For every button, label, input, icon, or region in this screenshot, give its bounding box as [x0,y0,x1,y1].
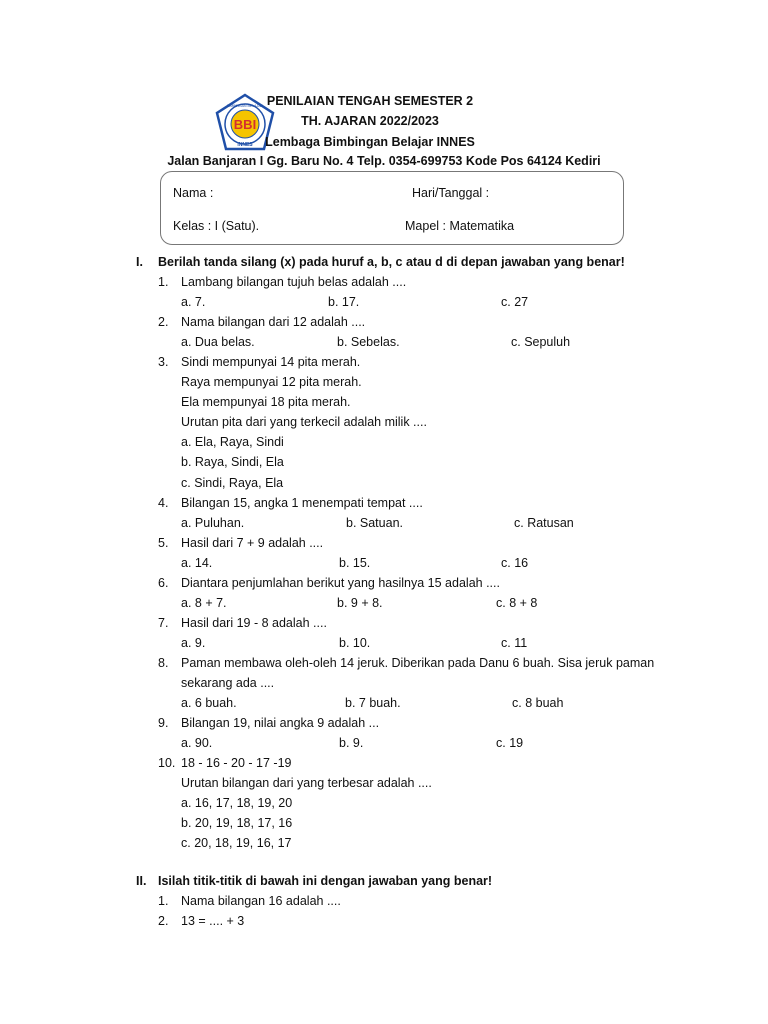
academic-year: TH. AJARAN 2022/2023 [301,114,439,128]
answer-option: c. 16 [501,555,529,570]
question-number: 1. [158,275,169,289]
answer-option: a. 16, 17, 18, 19, 20 [181,796,293,811]
logo-ring-top: BIMBINGAN BELAJAR [226,104,264,108]
question-text: Lambang bilangan tujuh belas adalah .... [181,275,407,289]
answer-option: c. Ratusan [514,515,574,530]
institution-address: Jalan Banjaran I Gg. Baru No. 4 Telp. 0354-699753 Kode Pos 64124 Kediri [167,154,601,168]
question-text: Raya mempunyai 12 pita merah. [181,375,362,390]
mapel-field: Mapel : Matematika [405,219,515,233]
answer-option: b. 20, 19, 18, 17, 16 [181,816,293,831]
answer-option: a. 14. [181,555,213,570]
question-text: Bilangan 15, angka 1 menempati tempat .... [181,495,423,510]
section-1-number: I. [136,255,143,269]
question-text: Sindi mempunyai 14 pita merah. [181,355,361,370]
question-text: Nama bilangan 16 adalah .... [181,894,341,908]
question-text: Ela mempunyai 18 pita merah. [181,395,351,410]
question-number: 2. [158,914,169,929]
answer-option: c. 27 [501,295,529,310]
logo-text: BBI [233,117,257,132]
section-2-instruction: Isilah titik-titik di bawah ini dengan jawaban yang benar! [158,874,493,888]
institution-name: Lembaga Bimbingan Belajar INNES [265,135,475,149]
answer-option: a. 8 + 7. [181,595,227,610]
answer-option: a. 90. [181,736,213,751]
question-number: 10. [158,756,176,771]
answer-option: c. 11 [501,635,528,650]
answer-option: b. 10. [339,635,371,650]
answer-option: c. 8 buah [512,696,564,711]
question-text: Bilangan 19, nilai angka 9 adalah ... [181,716,380,731]
question-number: 5. [158,535,169,550]
answer-option: c. Sepuluh [511,335,571,350]
hari-tanggal-field: Hari/Tanggal : [412,186,490,200]
question-text: Nama bilangan dari 12 adalah .... [181,315,366,330]
answer-option: a. Ela, Raya, Sindi [181,435,284,450]
question-number: 4. [158,495,169,510]
question-number: 9. [158,716,169,731]
answer-option: a. 7. [181,295,206,310]
answer-option: c. 8 + 8 [496,595,538,610]
answer-option: b. 7 buah. [345,696,401,711]
answer-option: c. 20, 18, 19, 16, 17 [181,836,292,851]
question-number: 1. [158,894,169,908]
answer-option: c. Sindi, Raya, Ela [181,475,284,490]
section-1-instruction: Berilah tanda silang (x) pada huruf a, b, c atau d di depan jawaban yang benar! [158,255,625,269]
answer-option: a. Dua belas. [181,335,255,350]
answer-option: b. Satuan. [346,515,403,530]
answer-option: a. 9. [181,635,206,650]
question-text: Hasil dari 19 - 8 adalah .... [181,615,327,630]
question-text: sekarang ada .... [181,676,275,690]
nama-field: Nama : [173,186,214,200]
answer-option: b. 15. [339,555,371,570]
answer-option: c. 19 [496,736,524,751]
question-text: 13 = .... + 3 [181,914,245,929]
question-number: 7. [158,615,169,630]
answer-option: b. Sebelas. [337,335,400,350]
exam-title: PENILAIAN TENGAH SEMESTER 2 [266,94,474,108]
kelas-field: Kelas : I (Satu). [173,219,260,233]
answer-option: b. 9 + 8. [337,595,383,610]
question-text: Urutan pita dari yang terkecil adalah milik .... [181,415,427,430]
question-number: 3. [158,355,169,370]
question-number: 8. [158,655,169,670]
answer-option: b. 17. [328,295,360,310]
question-text: Diantara penjumlahan berikut yang hasilnya 15 adalah .... [181,575,500,590]
answer-option: b. 9. [339,736,364,751]
question-text: Hasil dari 7 + 9 adalah .... [181,535,324,550]
answer-option: a. 6 buah. [181,696,237,711]
question-text: 18 - 16 - 20 - 17 -19 [181,756,292,771]
logo-ring-bottom: INNES [237,142,253,148]
answer-option: b. Raya, Sindi, Ela [181,455,284,470]
question-text: Urutan bilangan dari yang terbesar adalah .... [181,776,432,791]
answer-option: a. Puluhan. [181,515,245,530]
question-text: Paman membawa oleh-oleh 14 jeruk. Diberikan pada Danu 6 buah. Sisa jeruk paman [181,655,655,670]
section-2-number: II. [136,874,147,888]
student-identity-box [160,171,624,245]
question-number: 2. [158,315,169,330]
question-number: 6. [158,575,169,590]
